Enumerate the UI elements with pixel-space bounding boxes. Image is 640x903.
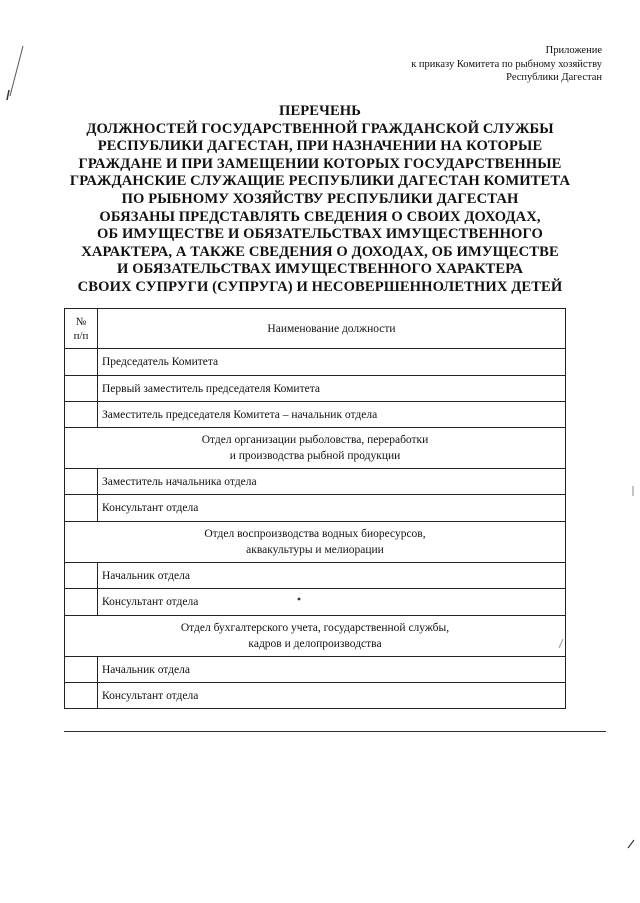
title-line: ГРАЖДАНСКИЕ СЛУЖАЩИЕ РЕСПУБЛИКИ ДАГЕСТАН КОМИТЕТА [69,173,571,190]
title-line: ДОЛЖНОСТЕЙ ГОСУДАРСТВЕННОЙ ГРАЖДАНСКОЙ СЛУЖБЫ [86,120,554,137]
table-header-row [65,309,566,349]
title-line: ОБ ИМУЩЕСТВЕ И ОБЯЗАТЕЛЬСТВАХ ИМУЩЕСТВЕННОГО [97,226,543,243]
title-line: СВОИХ СУПРУГИ (СУПРУГА) И НЕСОВЕРШЕННОЛЕТНИХ ДЕТЕЙ [77,278,563,295]
table-row [65,469,566,495]
position-cell: Консультант отдела [98,589,566,616]
position-cell: Заместитель начальника отдела [98,469,566,495]
section-heading [65,428,566,469]
position-cell: Первый заместитель председателя Комитета [98,376,566,402]
section-heading-line: Отдел бухгалтерского учета, государственной службы, [180,622,450,634]
table-row [65,495,566,522]
column-header-position: Наименование должности [98,309,566,349]
section-row [65,522,566,563]
row-number-cell [65,469,98,495]
title-line: ПЕРЕЧЕНЬ [279,103,361,119]
table-row [65,657,566,683]
column-header-number-line1: № [75,315,87,328]
row-number-cell [65,376,98,402]
row-number-cell [65,402,98,428]
section-heading-line: Отдел воспроизводства водных биоресурсов, [204,528,426,540]
position-cell: Председатель Комитета [98,349,566,376]
title-line: И ОБЯЗАТЕЛЬСТВАХ ИМУЩЕСТВЕННОГО ХАРАКТЕРА [117,261,523,278]
row-number-cell [65,563,98,589]
table-row [65,349,566,376]
bottom-rule [64,731,606,732]
scan-mark-table [556,636,566,650]
column-header-number [65,309,98,349]
position-cell: Начальник отдела [98,563,566,589]
appendix-line: Республики Дагестан [506,72,602,83]
row-number-cell [65,589,98,616]
section-heading-line: Отдел организации рыболовства, переработки [201,434,429,446]
appendix-note [411,44,602,85]
section-heading-line: кадров и делопроизводства [248,638,382,650]
column-header-number-line2: п/п [73,329,89,342]
section-heading-line: аквакультуры и мелиорации [246,544,384,556]
section-heading [65,616,566,657]
section-row [65,616,566,657]
title-line: ХАРАКТЕРА, А ТАКЖЕ СВЕДЕНИЯ О ДОХОДАХ, ОБ ИМУЩЕСТВЕ [81,243,559,260]
scan-mark-bottom-right [626,838,636,850]
section-heading [65,522,566,563]
row-number-cell [65,657,98,683]
positions-table [64,308,566,709]
title-line: РЕСПУБЛИКИ ДАГЕСТАН, ПРИ НАЗНАЧЕНИИ НА КОТОРЫЕ [97,138,543,155]
scan-mark-left [2,40,28,102]
row-number-cell [65,349,98,376]
scan-mark-right [629,485,637,497]
document-title [60,103,580,297]
table-row [65,589,566,616]
row-number-cell [65,495,98,522]
position-cell: Заместитель председателя Комитета – начальник отдела [98,402,566,428]
appendix-line: к приказу Комитета по рыбному хозяйству [411,58,602,70]
section-row [65,428,566,469]
position-cell: Консультант отдела [98,683,566,709]
table-row [65,376,566,402]
appendix-line: Приложение [545,45,602,56]
table-row [65,402,566,428]
title-line: ПО РЫБНОМУ ХОЗЯЙСТВУ РЕСПУБЛИКИ ДАГЕСТАН [121,190,519,207]
section-heading-line: и производства рыбной продукции [229,450,401,462]
position-cell: Начальник отдела [98,657,566,683]
title-line: ОБЯЗАНЫ ПРЕДСТАВЛЯТЬ СВЕДЕНИЯ О СВОИХ ДОХОДАХ, [99,208,541,225]
row-number-cell [65,683,98,709]
title-line: ГРАЖДАНЕ И ПРИ ЗАМЕЩЕНИИ КОТОРЫХ ГОСУДАРСТВЕННЫЕ [78,155,562,172]
position-cell: Консультант отдела [98,495,566,522]
table-row [65,563,566,589]
scan-dot [296,596,302,602]
table-row [65,683,566,709]
